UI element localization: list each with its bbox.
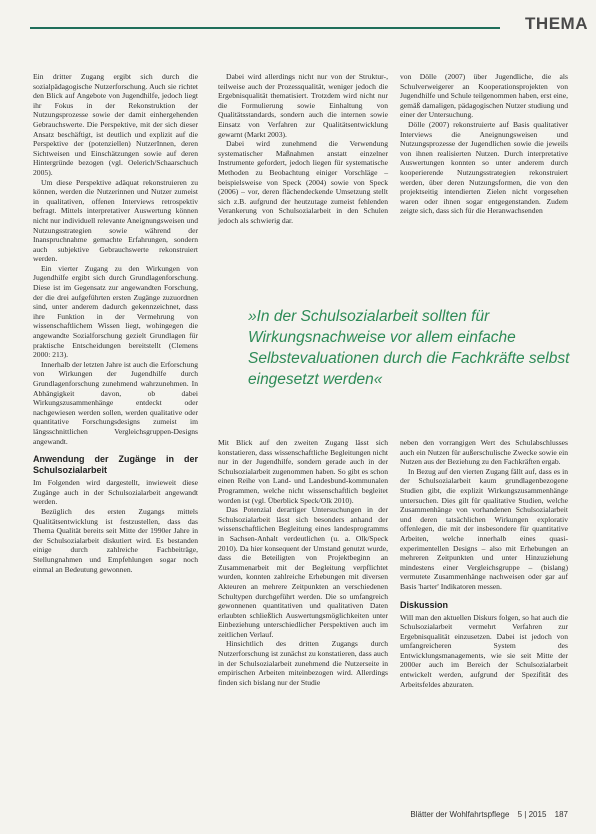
paragraph: Dölle (2007) rekonstruierte auf Basis qualitativer Interviews die Aneignungsweisen und Nutzungsprozesse der Jugendlichen sowie die jeweils von ihnen realisierten Nutzen. Durch interpretative Auswertungen konnten so unter anderem durch kooperierende Nutzungsstrategien rekonstruiert werden, über deren Nutzungsformen, die von den projektseitig intendierten Zielen nicht vorgesehen waren oder ihnen sogar entgegenstanden. Zudem zeigte sich, dass sich für die Heranwachsenden bbox=[400, 119, 568, 216]
paragraph: Ein dritter Zugang ergibt sich durch die sozialpädagogische Nutzerforschung. Auch sie richtet den Blick auf Angebote von Jugendhilfe, jedoch liegt ihr Fokus in der Rekonstruktion der Nutzungsprozesse sowie der damit einhergehenden Gebrauchswerte. Die Perspektive, mit der sich dieser Ansatz beschäftigt, ist deutlich und explizit auf die Perspektive der (potenziellen) NutzerInnen, deren Sichtweisen und Einschätzungen sowie auf deren Hintergründe bezogen (vgl. Oelerich/Schaarschuch 2005). bbox=[33, 72, 198, 177]
column-4 bbox=[218, 438, 388, 687]
paragraph: Mit Blick auf den zweiten Zugang lässt sich konstatieren, dass wissenschaftliche Begleitungen nicht nur in der Jugendhilfe, sondern gerade auch in der Schulsozialarbeit zugenommen haben. So gibt es schon einen Reihe von Land- und Landesbund-kommunalen Programmen, welche nicht wissenschaftlich begleitet worden ist (vgl. Überblick Speck/Olk 2010). bbox=[218, 438, 388, 505]
paragraph: Hinsichtlich des dritten Zugangs durch Nutzerforschung ist zunächst zu konstatieren, dass auch in der Schulsozialarbeit zunehmend die Nutzerseite in empirischen Arbeiten miteinbezogen wird. Allerdings finden sich bislang nur der Studie bbox=[218, 639, 388, 687]
column-5 bbox=[400, 438, 568, 689]
paragraph: Dabei wird zunehmend die Verwendung systematischer Maßnahmen anstatt einzelner Instrumente gefordert, jedoch liegen für systematische Methoden zu Beobachtung einiger Vorschläge – beispielsweise von Speck (2004) sowie von Speck (2006) – vor, deren flächendeckende Umsetzung stellt sich z.B. aufgrund der heutzutage zumeist fehlenden Verankerung von Schulsozialarbeit in den Schulen jedoch als schwierig dar. bbox=[218, 139, 388, 225]
paragraph: Ein vierter Zugang zu den Wirkungen von Jugendhilfe ergibt sich durch Grundlagenforschung. Diese ist im Gegensatz zur angewandten Forschung, der die drei aufgeführten ersten Zugänge zuzuordnen sind, unter anderem dadurch gekennzeichnet, dass ihre Funktion in der Vermehrung von wissenschaftlichem Wissen liegt, wohingegen die angewandte Sozialforschung gezielt Grundlagen für praktische Entscheidungen bereitstellt (Clemens 2000: 213). bbox=[33, 263, 198, 360]
column-1 bbox=[33, 72, 198, 574]
section-heading: Diskussion bbox=[400, 599, 449, 610]
column-3 bbox=[400, 72, 568, 216]
page-number: 187 bbox=[554, 810, 568, 819]
paragraph: Bezüglich des ersten Zugangs mittels Qualitätsentwicklung ist festzustellen, dass das Thema Qualität bereits seit Mitte der 1990er Jahre in der Schulsozialarbeit diskutiert wird. Es bestanden einige durch zahlreiche Fachbeiträge, Stellungnahmen und Empfehlungen sogar noch einmal an Bedeutung gewonnen. bbox=[33, 506, 198, 574]
paragraph: Um diese Perspektive adäquat rekonstruieren zu können, werden die Nutzerinnen und Nutzer zumeist in qualitativen, offenen Interviews retrospektiv befragt. Mittels interpretativer Auswertung können nicht nur individuell relevante Aneignungsweisen und Nutzungsstrategien sowie während der Inanspruchnahme gemachte Erfahrungen, sondern auch subjektive Gebrauchswerte rekonstruiert werden. bbox=[33, 177, 198, 264]
header-rule bbox=[30, 27, 500, 29]
paragraph: Das Potenzial derartiger Untersuchungen in der Schulsozialarbeit lässt sich besonders anhand der wissenschaftlichen Begleitung eines landesprogramms in Sachsen-Anhalt verdeutlichen (u. a. Olk/Speck 2010). Da hier konsequent der Umstand genutzt wurde, dass die Beteiligten von Projektbeginn an Zusammenarbeit mit der Begleitung verpflichtet wurden, konnten zahlreiche Erhebungen mit diversen Akteuren an mehrere Zeitpunkten an verschiedenen Schultypen durchgeführt werden. Die so umfangreich gewonnenen quantitativen und qualitativen Daten erlaubten schließlich Auswertungsmöglichkeiten unter Einbeziehung unterschiedlicher Perspektiven auch im zeitlichen Verlauf. bbox=[218, 505, 388, 639]
paragraph: Will man den aktuellen Diskurs folgen, so hat auch die Schulsozialarbeit vermehrt Verfahren zur Ergebnisqualität einzusetzen. Dabei ist jedoch von umfangreicheren System des Entwicklungsmanagements, wie sie seit Mitte der 2000er auch im Bereich der Schulsozialarbeit entwickelt werden, aufgrund der Spezifität des Arbeitsfeldes abzuraten. bbox=[400, 612, 568, 689]
paragraph: In Bezug auf den vierten Zugang fällt auf, dass es in der Schulsozialarbeit kaum grundlagenbezogene Studien gibt, die explizit Wirkungszusammenhänge untersuchen. Dies gilt für qualitative Studien, welche Zusammenhänge von vorhandenen Schulsozialarbeit und deren tatsächlichen Wirkungen explorativ offenlegen, die mit der insbesondere für quantitative Arbeiten, welche innerhalb eines quasi-experimentellen Designs – also mit Erhebungen an mehreren Zeitpunkten und unter Hinzuziehung mindestens einer Vergleichsgruppe – (bislang) vermutete Zusammenhänge nachweisen oder gar auf Basis 'harter' Indikatoren messen. bbox=[400, 466, 568, 591]
page-footer bbox=[410, 810, 568, 819]
section-label: THEMA bbox=[525, 14, 588, 33]
pull-quote: »In der Schulsozialarbeit sollten für Wirkungsnachweise vor allem einfache Selbstevaluationen durch die Fachkräfte selbst eingesetzt werden« bbox=[248, 308, 570, 388]
paragraph: Im Folgenden wird dargestellt, inwieweit diese Zugänge auch in der Schulsozialarbeit angewandt werden. bbox=[33, 478, 198, 507]
paragraph: Innerhalb der letzten Jahre ist auch die Erforschung von Wirkungen der Jugendhilfe durch Grundlagenforschung zunehmend wahrzunehmen. In Abhängigkeit davon, ob dabei Wirkungszusammenhänge entdeckt oder nachgewiesen werden sollen, werden qualitative oder quantitative Forschungsdesigns zumeist im längsschnittlichen Vergleichsgruppen-Designs angewandt. bbox=[33, 359, 198, 446]
issue-number: 5 | 2015 bbox=[517, 810, 547, 819]
paragraph: Dabei wird allerdings nicht nur von der Struktur-, teilweise auch der Prozessqualität, weniger jedoch die Ergebnisqualität thematisiert. Trotzdem wird nicht nur die Formulierung sowie Einhaltung von Qualitätsstandards, sondern auch die internen sowie Einsatz von Verfahren zur Qualitätsentwicklung gewarnt (Markt 2003). bbox=[218, 72, 388, 139]
column-2 bbox=[218, 72, 388, 226]
paragraph: neben den vorrangigen Wert des Schulabschlusses auch ein Nutzen für außerschulische Zwecke sowie ein Nutzen aus der Beziehung zu den Fachkräften ergab. bbox=[400, 438, 568, 467]
section-heading: Anwendung der Zugänge in der Schulsozialarbeit bbox=[33, 454, 198, 476]
journal-name: Blätter der Wohlfahrtspflege bbox=[410, 810, 510, 819]
paragraph: von Dölle (2007) über Jugendliche, die als Schulverweigerer an Kooperationsprojekten von Jugendhilfe und Schule teilgenommen haben, erst eine, gemäß damaligen, pädagogischen Nutzer studiung und einer der Untersuchung. bbox=[400, 72, 568, 120]
